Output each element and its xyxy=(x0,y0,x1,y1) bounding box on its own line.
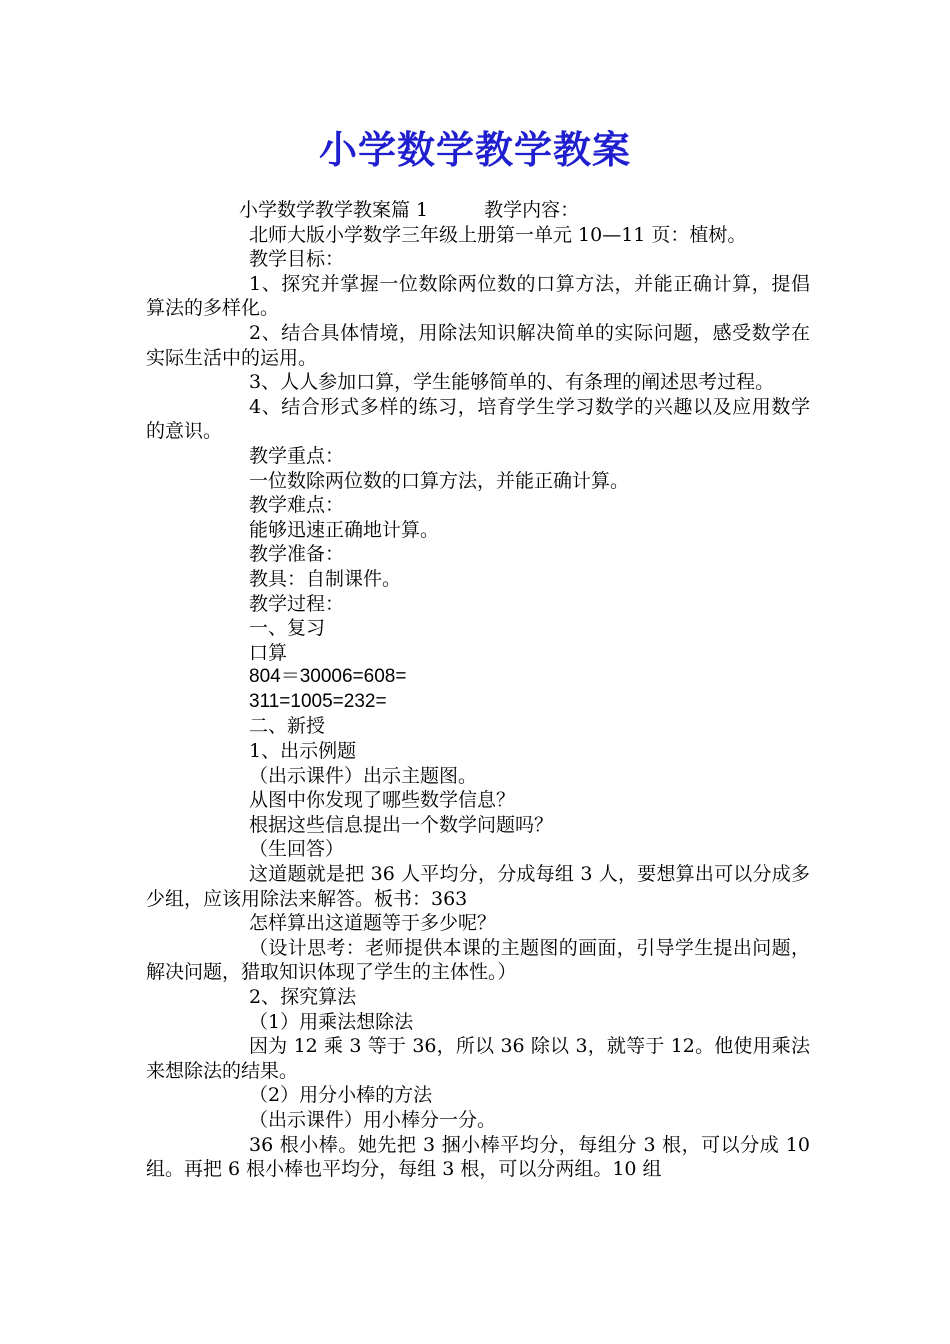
paragraph: 36 根小棒。她先把 3 捆小棒平均分，每组分 3 根，可以分成 10 组。再把 6 根小棒也平均分，每组 3 根，可以分两组。10 组 xyxy=(146,1133,810,1181)
section-heading: 小学数学教学教案篇 1 xyxy=(239,199,429,221)
paragraph: 2、结合具体情境，用除法知识解决简单的实际问题，感受数学在实际生活中的运用。 xyxy=(146,321,810,369)
section-header-line xyxy=(146,198,810,223)
heading-difficulties: 教学难点： xyxy=(249,494,345,517)
heading-key-points: 教学重点： xyxy=(249,444,345,467)
paragraph: （出示课件）出示主题图。 xyxy=(249,764,478,787)
paragraph: 怎样算出这道题等于多少呢？ xyxy=(249,912,497,935)
heading-new-lesson: 二、新授 xyxy=(249,715,326,738)
heading-review: 一、复习 xyxy=(249,617,326,640)
paragraph: （出示课件）用小棒分一分。 xyxy=(249,1108,497,1131)
paragraph: （2）用分小棒的方法 xyxy=(249,1084,433,1107)
paragraph: 一位数除两位数的口算方法，并能正确计算。 xyxy=(249,469,630,492)
paragraph: 因为 12 乘 3 等于 36，所以 36 除以 3，就等于 12。他使用乘法来想除法的结果。 xyxy=(146,1035,810,1082)
heading-objectives: 教学目标： xyxy=(249,248,345,271)
paragraph: （设计思考：老师提供本课的主题图的画面，引导学生提出问题，解决问题，猎取知识体现了学生的主体性。） xyxy=(146,936,810,984)
paragraph: （生回答） xyxy=(249,838,345,861)
heading-preparation: 教学准备： xyxy=(249,543,345,566)
content-label: 教学内容： xyxy=(484,199,580,221)
paragraph: 从图中你发现了哪些数学信息？ xyxy=(249,789,516,812)
paragraph: 3、人人参加口算，学生能够简单的、有条理的阐述思考过程。 xyxy=(249,371,775,394)
paragraph: 这道题就是把 36 人平均分，分成每组 3 人，要想算出可以分成多少组，应该用除法来解答。板书：363 xyxy=(146,863,810,910)
paragraph: 根据这些信息提出一个数学问题吗？ xyxy=(249,813,554,836)
document-title: 小学数学教学教案 xyxy=(318,127,631,172)
heading-explore: 2、探究算法 xyxy=(249,986,357,1008)
paragraph: 能够迅速正确地计算。 xyxy=(249,518,440,541)
paragraph: （1）用乘法想除法 xyxy=(249,1010,414,1033)
paragraph: 1、出示例题 xyxy=(249,740,357,763)
paragraph: 4、结合形式多样的练习，培育学生学习数学的兴趣以及应用数学的意识。 xyxy=(146,395,810,443)
math-line: 804＝30006=608= xyxy=(249,666,407,688)
paragraph: 口算 xyxy=(249,641,288,664)
document-body xyxy=(146,198,810,1182)
math-line: 311=1005=232= xyxy=(249,690,387,712)
paragraph: 教具：自制课件。 xyxy=(249,567,402,590)
heading-process: 教学过程： xyxy=(249,592,345,615)
paragraph: 北师大版小学数学三年级上册第一单元 10—11 页：植树。 xyxy=(249,223,747,246)
paragraph: 1、探究并掌握一位数除两位数的口算方法，并能正确计算，提倡算法的多样化。 xyxy=(146,272,810,320)
